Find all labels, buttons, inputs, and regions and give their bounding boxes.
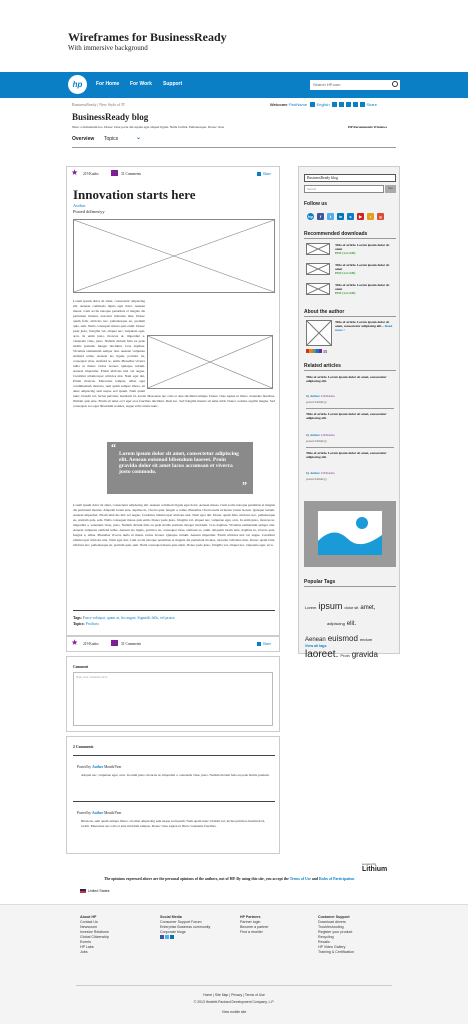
twitter-icon[interactable] [332,102,337,107]
download-item[interactable]: Title of article. Lorem ipsum dolor sit amet PDF (xxx KB) [335,243,390,255]
promo-banner[interactable] [304,501,396,567]
author-bio: Title of article. Lorem ipsum dolor sit amet, consectetur adipiscing elit... Read more > [335,320,393,332]
article-stats [67,167,279,181]
author-count: 15 [323,349,327,354]
lithium-logo[interactable]: Lithium [362,866,388,873]
footer-link[interactable]: Download drivers [318,920,346,924]
powered-by-label: powered by [362,862,377,866]
comment-bubble-icon[interactable] [111,640,118,646]
sidebar-search-go-button[interactable]: Go [385,185,396,193]
google-plus-icon[interactable]: g [377,213,384,220]
comment-date: Month/Year [104,765,122,769]
related-article-meta: by Author 219 Kudos [306,433,335,437]
comment-date: Month/Year [104,811,122,815]
blog-subnav [72,134,396,148]
divider [73,801,275,802]
hp-social-icon[interactable]: hp [308,214,313,219]
footer-link[interactable]: Register your product [318,930,353,934]
breadcrumb[interactable]: BusinessReady | New Style of IT [72,102,126,107]
divider [304,586,396,587]
related-article-title[interactable]: Title of article. Lorem ipsum dolor sit amet, consectetur adipiscing elit. [306,375,387,383]
footer-link[interactable]: HP Video Gallery [318,945,346,949]
kudos-star-icon[interactable]: ★ [71,638,79,647]
footer-link[interactable]: Corporate blogs [160,930,186,934]
tag-link[interactable]: adipiscing [327,621,345,626]
footer-link[interactable]: Find a reseller [240,930,263,934]
tag-link[interactable]: euismod [327,634,358,643]
chevron-down-icon[interactable]: ⌄ [136,135,142,141]
linkedin-icon[interactable]: in [338,214,343,219]
comments-count[interactable]: 31 Comments [121,642,142,646]
email-icon[interactable] [353,102,358,107]
globe-icon [310,102,315,107]
footer-link[interactable]: Newsroom [80,925,98,929]
article-author-link[interactable]: Author [73,203,86,208]
image-icon [318,511,382,555]
article-stats-bottom [66,636,280,652]
footer-link[interactable]: Enterprise Business community [160,925,211,929]
comment-author-link[interactable]: Author [91,811,104,815]
tag-link[interactable]: laoreet. [305,649,339,660]
hp-recommends: HP Recommends Windows [348,125,388,129]
hp-logo[interactable]: hp [68,75,87,94]
related-article-date: posted dd/mm/yy [306,477,327,481]
divider [304,238,396,239]
sidebar-search-input[interactable]: Search [304,185,384,193]
comment-bubble-icon[interactable] [111,170,118,176]
blog-description: Nunc a fermentum leo. Donec vitae porta dui sapien eget aliquet ligula. Nulla facilisi. Pellentesque. Donec vitae [72,125,225,129]
and-text: and [311,877,318,881]
tag-link[interactable]: Aenean [305,637,326,643]
article-share-button[interactable]: Share [257,642,271,646]
search-icon[interactable] [392,81,398,87]
footer-heading: Social Media [160,915,182,919]
comment-textarea[interactable]: Type your comment here [73,672,273,726]
blog-select-dropdown[interactable]: BusinessReady blog [304,174,396,182]
related-article-date: posted dd/mm/yy [306,439,327,443]
hero-image-placeholder [73,219,275,293]
footer-heading: About HP [80,915,97,919]
article-body-2: Lorem ipsum dolor sit amet, consectetur adipiscing elit. Aenean commodo ligula eget dolor. Aenean massa. Cum sociis natoque penatibus et magnis dis parturient montes. Aliquam lorem ante, dapibus in, viverra quis, feugiat a, tellus. Phasellus viverra nulla ut metus varius laoreet. Quisque rutrum. Aenean imperdiet. Etiam ultricies nisi vel augue. Curabitur ullamcorper ultricies nisi. Nam eget dui. Donec quam felis, ultricies nec, pellentesque eu, pretium quis, sem. Nulla consequat massa quis enim. Donec pede justo, fringilla vel, aliquet nec, vulputate eget, arcu. In enim justo, rhoncus ut, imperdiet a, venenatis vitae, justo. Nullam dictum felis eu pede mollis pretium. Integer tincidunt. Cras dapibus. Vivamus elementum semper nisi. Aenean vulputate eleifend tellus. Aenean leo ligula, porttitor eu, consequat vitae, eleifend ac, enim. Aliquam lorem ante, dapibus in, viverra quis, feugiat a, tellus. Phasellus viverra nulla ut metus varius laoreet. Quisque rutrum. Aenean imperdiet. Etiam ultricies nisi vel augue. Curabitur ullamcorper ultricies nisi. Nam eget dui. Cum sociis natoque penatibus et magnis dis parturient montes, nascetur ridiculus mus. Donec quam felis, ultricies nec, pellentesque eu, pretium quis, sem. Nulla consequat massa quis enim. Donec pede justo, fringilla vel, aliquet nec, vulputate eget, arcu. [73,503,275,547]
article-tags [73,616,175,620]
related-heading: Related articles [304,363,341,369]
social-icon[interactable]: s [347,213,354,220]
footer-col-partners [240,915,269,935]
tag-link[interactable]: dolor sit [344,605,359,610]
tag-link[interactable]: amet, [360,605,376,611]
twitter-icon[interactable] [165,935,169,939]
divider [306,408,394,409]
download-item[interactable]: Title of article. Lorem ipsum dolor sit amet PDF (xxx KB) [335,283,390,295]
posted-by-label: Posted by [77,765,92,769]
footer-heading: Customer Support [318,915,350,919]
twitter-icon[interactable]: t [327,213,334,220]
site-search-placeholder: Search HP.com [313,82,341,87]
divider [304,316,396,317]
facebook-icon[interactable] [160,935,164,939]
related-article-title[interactable]: Title of article. Lorem ipsum dolor sit amet, consectetur adipiscing elit. [306,412,387,420]
related-article-meta: by Author 219 Kudos [306,394,335,398]
open-quote-icon: “ [111,443,116,454]
footer-link[interactable]: Recalls [318,940,330,944]
blog-title: BusinessReady blog [72,112,149,122]
footer-legal-links[interactable]: Home | Site Map | Privacy | Terms of Use [203,993,265,997]
about-author-heading: About the author [304,309,345,315]
mobile-site-link[interactable]: View mobile site [221,1010,247,1014]
close-quote-icon: ” [242,481,247,492]
tab-topics[interactable]: Topics [104,136,119,142]
us-flag-icon [80,889,86,893]
topics-label: Topics: [73,622,85,626]
footer-link[interactable]: Recycling [318,935,334,939]
pull-quote [107,442,253,494]
youtube-icon[interactable]: ▶ [358,214,363,219]
tag-cloud [305,597,395,661]
author-rank [306,349,327,354]
facebook-icon[interactable] [339,102,344,107]
tag-link[interactable]: ipsum [318,601,343,611]
divider [73,610,275,611]
footer-link[interactable]: Contact Us [80,920,98,924]
page-title: Wireframes for BusinessReady [68,30,227,44]
facebook-icon[interactable]: f [317,213,324,220]
divider [73,755,275,756]
related-article-date: posted dd/mm/yy [306,400,327,404]
pull-quote-text: Lorem ipsum dolor sit amet, consectetur adipiscing elit. Aenean euismod bibendum laoreet. Proin gravida dolor sit amet lacus accumsan et viverra justo commodo. [119,451,239,475]
welcome-bar [270,102,377,107]
view-all-tags-link[interactable]: View all tags [305,644,327,648]
kudos-star-icon[interactable]: ★ [71,168,79,177]
divider [76,985,392,986]
related-article-title[interactable]: Title of article. Lorem ipsum dolor sit amet, consectetur adipiscing elit. [306,451,387,459]
rules-link[interactable]: Rules of Participation [318,877,355,881]
kudos-count: 219 Kudos [83,642,99,646]
share-icon[interactable] [360,102,365,107]
tag-link[interactable]: gravida [351,650,378,659]
user-name-link[interactable]: FirstName [288,102,308,107]
posted-by-label: Posted by [77,811,92,815]
comment-text: Rhoncus, sem quam semper libero, sit amet adipiscing sem neque sed ipsum. Nam quam nunc, blandit vel, luctus pulvinar, hendrerit id, lorem. Maecenas nec odio et ante tincidunt tempus. Donec vitae sapien ut libero venenatis faucibus. [81,819,265,828]
article-title: Innovation starts here [73,187,196,202]
popular-tags-heading: Popular Tags [304,579,336,585]
sidebar [298,166,400,660]
article-card [66,166,280,636]
comments-count[interactable]: 31 Comments [121,172,142,176]
comment-text: Aliquet nec, vulputate eget, arcu. In enim justo, rhoncus ut, imperdiet a, venenatis vitae, justo. Nullam dictum felis eu pede mollis pretium. [81,773,270,777]
footer-link[interactable]: Training & Certification [318,950,355,954]
stats-row [67,637,279,651]
footer-col-about [80,915,109,955]
footer-link[interactable]: Jobs [80,950,88,954]
footer-link[interactable]: Investor Relations [80,930,109,934]
rank-bars-icon [306,349,322,353]
article-topics [73,622,99,626]
tag-link[interactable]: Lorem [305,605,317,610]
download-item[interactable]: Title of article. Lorem ipsum dolor sit amet PDF (xxx KB) [335,263,390,275]
site-search-input[interactable] [310,80,400,90]
nav-for-work[interactable]: For Work [130,81,152,87]
divider [306,447,394,448]
recommended-heading: Recommended downloads [304,231,368,237]
footer-link[interactable]: Consumer Support Forum [160,920,202,924]
footer-link[interactable]: Become a partner [240,925,269,929]
footer-link[interactable]: Partner login [240,920,261,924]
terms-link[interactable]: Terms of Use [289,877,311,881]
language-selector[interactable]: English [316,102,330,107]
comment-meta [77,811,121,815]
download-thumbnail[interactable] [306,283,330,295]
download-thumbnail[interactable] [306,263,330,275]
comment-meta [77,765,121,769]
nav-support[interactable]: Support [163,81,183,87]
related-article-meta: by Author 219 Kudos [306,471,335,475]
topic-link[interactable]: Products [85,622,99,626]
comments-list [66,736,280,854]
footer-heading: HP Partners [240,915,261,919]
divider [304,370,396,371]
site-footer [0,904,468,1024]
author-avatar[interactable] [306,320,332,346]
comment-label: Comment [73,665,89,669]
linkedin-icon[interactable] [346,102,351,107]
follow-us-heading: Follow us [304,201,328,207]
comment-author-link[interactable]: Author [91,765,104,769]
linkedin-icon[interactable] [170,935,174,939]
tag-links[interactable]: Fusce volutpat, quam at, leo augue, Sigmidit fells, vel prutor [82,616,175,620]
nav-for-home[interactable]: For Home [96,81,120,87]
tags-label: Tags: [73,616,82,620]
tag-link[interactable]: endum [359,637,373,642]
article-body-1: Lorem ipsum dolor sit amet, consectetur adipiscing elit. Aenean commodo ligula eget dolor. Aenean massa. Cum sociis natoque penatibus et magnis dis parturient montes, nascetur ridiculus mus. Donec quam felis, ultricies nec, pellentesque eu, pretium quis, sem. Nulla consequat massa quis enim. Donec pede justo, fringilla vel, aliquet nec, vulputate eget, arcu. In enim justo, rhoncus ut, imperdiet a, venenatis vitae, justo. Nullam dictum felis eu pede mollis pretium. Integer tincidunt. Cras dapibus. Vivamus elementum semper nisi. Aenean vulputate eleifend tellus. Aenean leo ligula, porttitor eu, consequat vitae, eleifend ac, enim. Phasellus viverra nulla ut metus varius laoreet. Quisque rutrum. Aenean imperdiet. Etiam ultricies nisi vel augue. Curabitur ullamcorper ultricies nisi. Nam eget dui. Etiam rhoncus. Maecenas tempus, tellus eget condimentum rhoncus, sem quam semper libero, sit amet adipiscing sem neque sed ipsum. Nam quam nunc, blandit vel, luctus pulvinar, hendrerit id, lorem. Maecenas nec odio et ante tincidunt tempus. Donec vitae sapien ut libero venenatis faucibus. Nullam quis ante. Etiam sit amet orci eget eros faucibus tincidunt. Duis leo. Sed fringilla mauris sit amet nibh. Donec sodales sagittis magna. Sed consequat, leo eget bibendum sodales, augue velit cursus nunc. [73,299,275,408]
comments-heading: 2 Comments [73,745,94,749]
welcome-label: Welcome [270,102,288,107]
copyright: © 2013 Hewlett-Packard Development Company, L.P. [193,1000,275,1004]
top-navigation [0,72,468,98]
comment-form [66,656,280,732]
page-subtitle: With immersive background [68,44,148,52]
footer-link[interactable]: Global Citizenship [80,935,109,939]
tab-overview[interactable]: Overview [72,136,95,142]
footer-col-support [318,915,354,955]
article-posted-date: Posted dd/mm/yy [73,209,105,214]
footer-link[interactable]: Troubleshooting [318,925,344,929]
country-selector[interactable] [80,889,110,893]
footer-col-social [160,915,210,941]
footer-link[interactable]: Events [80,940,91,944]
disclaimer-text: The opinions expressed above are the personal opinions of the authors, not of HP. By using this site, you accept the [104,877,289,881]
country-label: United States [88,889,110,893]
article-share-button[interactable]: Share [257,172,271,176]
tag-link[interactable]: elit. [346,621,357,627]
kudos-count: 219 Kudos [83,172,99,176]
share-link[interactable]: Share [366,102,377,107]
tag-link[interactable]: Proin [340,653,350,658]
rss-icon[interactable]: • [367,213,374,220]
footer-link[interactable]: HP Labs [80,945,94,949]
download-thumbnail[interactable] [306,243,330,255]
read-more-link[interactable]: Read more > [335,324,393,332]
disclaimer [104,877,354,881]
